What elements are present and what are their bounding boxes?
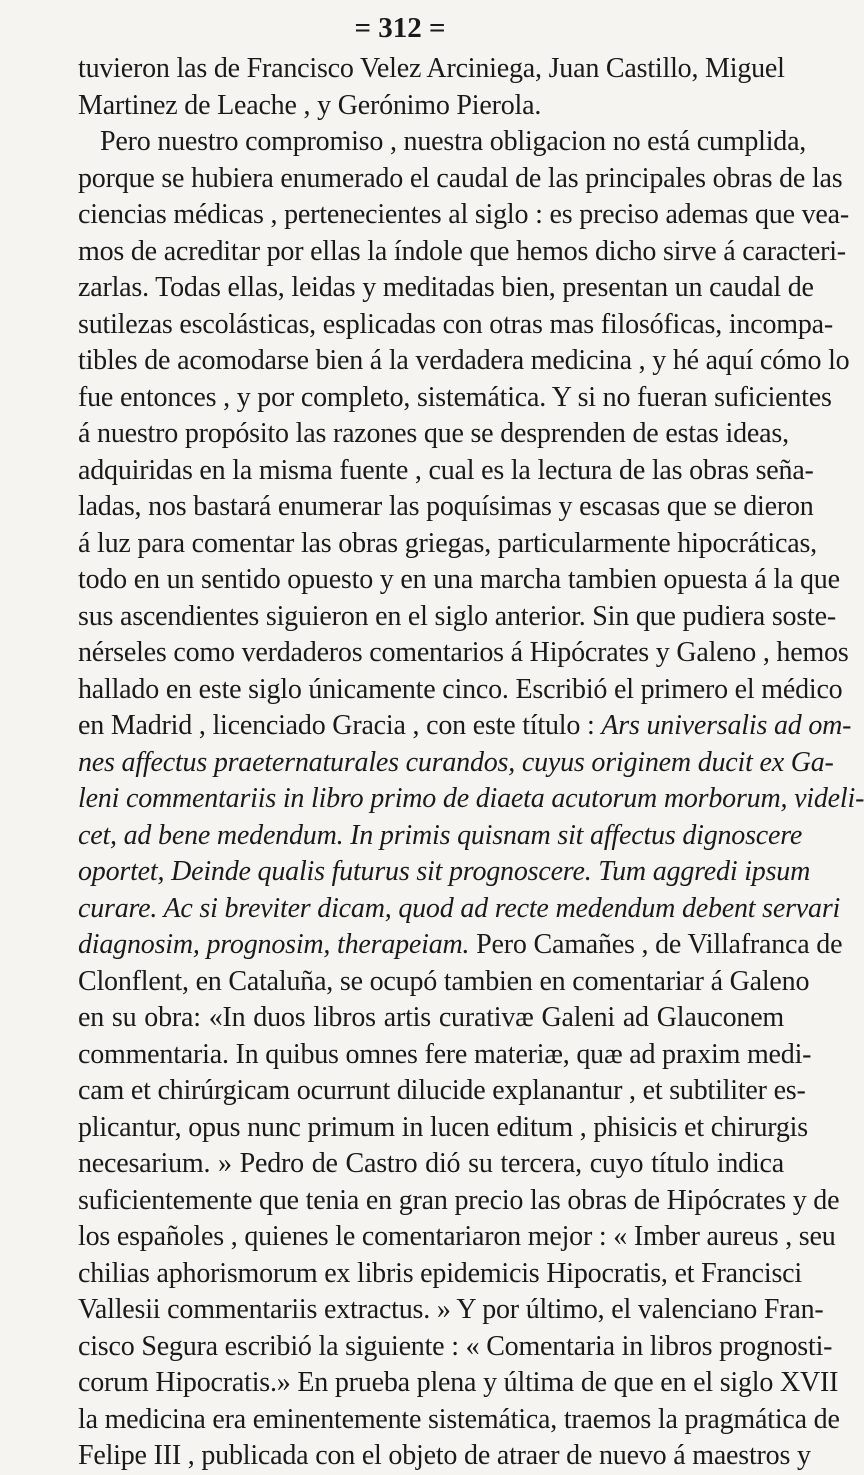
- line-text: en Madrid , licenciado Gracia , con este título :: [78, 710, 602, 741]
- text-line: [78, 1402, 840, 1439]
- italic-text: cet, ad bene medendum. In primis quisnam sit affectus dignoscere: [78, 819, 803, 851]
- text-line: [78, 1292, 824, 1329]
- text-line: [78, 781, 864, 818]
- line-text: corum Hipocratis.» En prueba plena y última de que en el siglo XVII: [78, 1367, 839, 1398]
- text-line: [78, 1438, 811, 1475]
- text-line: [78, 964, 810, 1001]
- text-line: [78, 1329, 833, 1366]
- text-line: [78, 1037, 812, 1074]
- text-line: [78, 343, 850, 380]
- text-line: [78, 818, 803, 855]
- line-text: commentaria. In quibus omnes fere materiæ, quæ ad praxim medi-: [78, 1038, 812, 1070]
- line-text: suficientemente que tenia en gran precio las obras de Hipócrates y de: [78, 1184, 840, 1216]
- italic-text: nes affectus praeternaturales curandos, cuyus originem ducit ex Ga-: [78, 746, 834, 778]
- line-text: tuvieron las de Francisco Velez Arciniega, Juan Castillo, Miguel: [78, 53, 785, 84]
- text-line: [78, 927, 843, 964]
- line-text: necesarium. » Pedro de Castro dió su tercera, cuyo título indica: [78, 1148, 784, 1179]
- line-text: ladas, nos bastará enumerar las poquísimas y escasas que se dieron: [78, 491, 814, 522]
- line-text: fue entonces , y por completo, sistemática. Y si no fueran suficientes: [78, 381, 832, 413]
- line-text: Felipe III , publicada con el objeto de atraer de nuevo á maestros y: [78, 1440, 811, 1471]
- text-line: [78, 453, 814, 490]
- text-line: [78, 124, 807, 161]
- line-text: Martinez de Leache , y Gerónimo Pierola.: [78, 89, 542, 121]
- line-text: los españoles , quienes le comentariaron mejor : « Imber aureus , seu: [78, 1221, 836, 1252]
- text-line: [78, 635, 849, 672]
- text-line: [78, 234, 846, 271]
- italic-text: leni commentariis in libro primo de diaeta acutorum morborum, videli-: [78, 783, 864, 814]
- line-text: nérseles como verdaderos comentarios á Hipócrates y Galeno , hemos: [78, 637, 849, 668]
- line-text: chilias aphorismorum ex libris epidemicis Hipocratis, et Francisci: [78, 1257, 802, 1289]
- line-text: á nuestro propósito las razones que se desprenden de estas ideas,: [78, 418, 789, 449]
- text-line: [78, 1110, 808, 1147]
- line-text: la medicina era eminentemente sistemática, traemos la pragmática de: [78, 1403, 840, 1435]
- line-text: sutilezas escolásticas, esplicadas con otras mas filosóficas, incompa-: [78, 308, 833, 340]
- line-text: cisco Segura escribió la siguiente : « Comentaria in libros prognosti-: [78, 1330, 833, 1362]
- text-line: [78, 672, 843, 709]
- line-text: Clonflent, en Cataluña, se ocupó tambien en comentariar á Galeno: [78, 965, 810, 997]
- line-text: mos de acreditar por ellas la índole que hemos dicho sirve á caracteri-: [78, 235, 846, 267]
- text-line: [78, 708, 852, 745]
- page-number: = 312 =: [354, 12, 446, 44]
- text-line: [78, 1000, 784, 1037]
- text-line: [78, 599, 836, 636]
- line-text: porque se hubiera enumerado el caudal de las principales obras de las: [78, 162, 843, 194]
- line-text: adquiridas en la misma fuente , cual es la lectura de las obras seña-: [78, 454, 814, 486]
- body-text: [78, 51, 864, 1475]
- line-text: zarlas. Todas ellas, leidas y meditadas bien, presentan un caudal de: [78, 272, 814, 303]
- line-text: Pero nuestro compromiso , nuestra obligacion no está cumplida,: [100, 126, 807, 157]
- text-line: [78, 416, 789, 453]
- line-text: hallado en este siglo únicamente cinco. Escribió el primero el médico: [78, 673, 843, 705]
- text-line: [78, 1073, 806, 1110]
- line-text: Vallesii commentariis extractus. » Y por último, el valenciano Fran-: [78, 1294, 824, 1325]
- line-text: en su obra: «In duos libros artis curativæ Galeni ad Glauconem: [78, 1002, 784, 1033]
- text-line: [78, 270, 814, 307]
- text-line: [78, 161, 843, 198]
- text-line: [78, 88, 784, 125]
- italic-text: oportet, Deinde qualis futurus sit prognoscere. Tum aggredi ipsum: [78, 856, 811, 887]
- italic-text: curare. Ac si breviter dicam, quod ad recte medendum debent servari: [78, 892, 841, 924]
- text-line: [78, 1256, 802, 1293]
- text-line: [78, 489, 814, 526]
- text-line: [78, 380, 832, 417]
- text-line: [78, 51, 784, 88]
- text-line: [78, 307, 833, 344]
- text-line: [78, 197, 850, 234]
- line-text: á luz para comentar las obras griegas, particularmente hipocráticas,: [78, 527, 817, 559]
- italic-text: diagnosim, prognosim, therapeiam.: [78, 929, 470, 960]
- line-text: Pero Camañes , de Villafranca de: [469, 929, 843, 960]
- line-text: plicantur, opus nunc primum in lucen editum , phisicis et chirurgis: [78, 1111, 808, 1143]
- line-text: tibles de acomodarse bien á la verdadera medicina , y hé aquí cómo lo: [78, 345, 850, 376]
- text-line: [78, 891, 841, 928]
- italic-text: Ars universalis ad om-: [601, 710, 852, 741]
- text-line: [78, 1219, 836, 1256]
- text-line: [78, 526, 817, 563]
- line-text: sus ascendientes siguieron en el siglo anterior. Sin que pudiera soste-: [78, 600, 836, 632]
- text-line: [78, 745, 834, 782]
- line-text: todo en un sentido opuesto y en una marcha tambien opuesta á la que: [78, 564, 840, 595]
- text-line: [78, 1146, 784, 1183]
- text-line: [78, 1365, 839, 1402]
- text-line: [78, 562, 840, 599]
- text-line: [78, 854, 811, 891]
- line-text: cam et chirúrgicam ocurrunt dilucide explanantur , et subtiliter es-: [78, 1075, 806, 1106]
- line-text: ciencias médicas , pertenecientes al siglo : es preciso ademas que vea-: [78, 199, 850, 230]
- text-line: [78, 1183, 840, 1220]
